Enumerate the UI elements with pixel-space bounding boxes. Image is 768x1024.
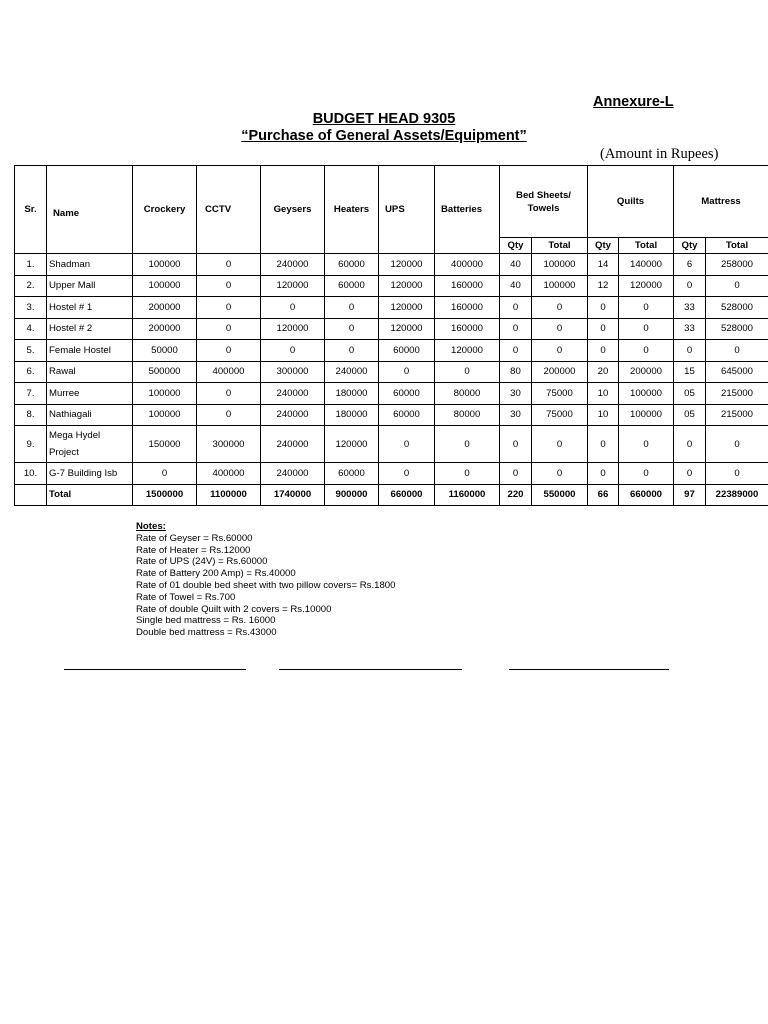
cell-bedsheets-qty: 30 [500, 383, 532, 405]
cell-mattress-total: 0 [706, 275, 768, 297]
cell-crockery: 100000 [133, 404, 197, 426]
cell-quilts-total: 200000 [619, 361, 674, 383]
cell-heaters: 60000 [325, 275, 379, 297]
cell-sr [15, 484, 47, 505]
table-row [15, 383, 768, 405]
cell-bedsheets-total: 75000 [532, 383, 588, 405]
table-row [15, 318, 768, 340]
cell-crockery: 200000 [133, 318, 197, 340]
cell-geysers: 240000 [261, 463, 325, 485]
cell-mattress-total: 0 [706, 340, 768, 362]
cell-mattress-qty: 15 [674, 361, 706, 383]
note-item: Rate of double Quilt with 2 covers = Rs.10000 [136, 603, 332, 615]
header-geysers: Geysers [261, 166, 325, 254]
cell-bedsheets-total: 0 [532, 297, 588, 319]
cell-quilts-qty: 10 [588, 404, 619, 426]
cell-mattress-total: 22389000 [706, 484, 768, 505]
budget-table [14, 165, 768, 506]
cell-mattress-total: 258000 [706, 254, 768, 276]
cell-mattress-qty: 0 [674, 275, 706, 297]
cell-cctv: 1100000 [197, 484, 261, 505]
cell-heaters: 60000 [325, 254, 379, 276]
note-item: Double bed mattress = Rs.43000 [136, 627, 277, 639]
cell-bedsheets-qty: 0 [500, 297, 532, 319]
cell-geysers: 120000 [261, 318, 325, 340]
total-row [15, 484, 768, 505]
cell-bedsheets-qty: 80 [500, 361, 532, 383]
cell-bedsheets-total: 0 [532, 318, 588, 340]
cell-crockery: 200000 [133, 297, 197, 319]
note-item: Rate of Geyser = Rs.60000 [136, 532, 253, 544]
cell-mattress-qty: 0 [674, 426, 706, 463]
cell-quilts-qty: 10 [588, 383, 619, 405]
cell-sr: 1. [15, 254, 47, 276]
cell-bedsheets-qty: 40 [500, 275, 532, 297]
cell-bedsheets-total: 100000 [532, 275, 588, 297]
cell-geysers: 240000 [261, 254, 325, 276]
amount-unit-note: (Amount in Rupees) [600, 146, 719, 162]
header-quilts-total: Total [619, 238, 674, 254]
cell-quilts-qty: 14 [588, 254, 619, 276]
header-batteries: Batteries [435, 166, 500, 254]
cell-bedsheets-total: 0 [532, 463, 588, 485]
cell-ups: 120000 [379, 254, 435, 276]
cell-ups: 60000 [379, 404, 435, 426]
cell-heaters: 180000 [325, 383, 379, 405]
note-item: Rate of Towel = Rs.700 [136, 591, 236, 603]
cell-crockery: 150000 [133, 426, 197, 463]
cell-ups: 120000 [379, 275, 435, 297]
cell-mattress-total: 0 [706, 426, 768, 463]
table-row [15, 463, 768, 485]
cell-cctv: 0 [197, 404, 261, 426]
cell-sr: 6. [15, 361, 47, 383]
cell-heaters: 0 [325, 297, 379, 319]
cell-bedsheets-total: 200000 [532, 361, 588, 383]
cell-cctv: 0 [197, 297, 261, 319]
header-quilts-qty: Qty [588, 238, 619, 254]
cell-name: Murree [47, 383, 133, 405]
cell-quilts-total: 0 [619, 297, 674, 319]
cell-cctv: 0 [197, 254, 261, 276]
notes-section [136, 521, 395, 639]
cell-cctv: 0 [197, 318, 261, 340]
table-row [15, 297, 768, 319]
cell-name: Hostel # 1 [47, 297, 133, 319]
signature-line-1 [64, 669, 246, 670]
cell-mattress-qty: 6 [674, 254, 706, 276]
cell-batteries: 160000 [435, 275, 500, 297]
cell-bedsheets-total: 75000 [532, 404, 588, 426]
cell-sr: 4. [15, 318, 47, 340]
cell-heaters: 0 [325, 340, 379, 362]
cell-heaters: 60000 [325, 463, 379, 485]
annexure-label: Annexure-L [593, 94, 674, 110]
cell-cctv: 300000 [197, 426, 261, 463]
cell-ups: 60000 [379, 340, 435, 362]
cell-cctv: 0 [197, 275, 261, 297]
cell-crockery: 50000 [133, 340, 197, 362]
cell-name: Nathiagali [47, 404, 133, 426]
cell-name: Shadman [47, 254, 133, 276]
cell-sr: 5. [15, 340, 47, 362]
note-item: Rate of UPS (24V) = Rs.60000 [136, 556, 268, 568]
cell-bedsheets-qty: 220 [500, 484, 532, 505]
cell-ups: 120000 [379, 297, 435, 319]
cell-geysers: 0 [261, 340, 325, 362]
cell-geysers: 120000 [261, 275, 325, 297]
cell-mattress-qty: 0 [674, 340, 706, 362]
cell-ups: 0 [379, 361, 435, 383]
cell-sr: 10. [15, 463, 47, 485]
cell-name: Mega Hydel Project [47, 426, 133, 463]
table-row [15, 275, 768, 297]
cell-cctv: 0 [197, 383, 261, 405]
cell-mattress-total: 215000 [706, 404, 768, 426]
cell-mattress-qty: 33 [674, 297, 706, 319]
cell-quilts-total: 0 [619, 426, 674, 463]
cell-ups: 0 [379, 426, 435, 463]
table-row [15, 254, 768, 276]
signature-line-3 [509, 669, 669, 670]
cell-mattress-total: 645000 [706, 361, 768, 383]
note-item: Rate of 01 double bed sheet with two pillow covers= Rs.1800 [136, 579, 396, 591]
cell-total-label: Total [47, 484, 133, 505]
cell-ups: 60000 [379, 383, 435, 405]
cell-sr: 8. [15, 404, 47, 426]
header-mattress: Mattress [674, 166, 768, 238]
cell-sr: 3. [15, 297, 47, 319]
table-row [15, 404, 768, 426]
header-quilts: Quilts [588, 166, 674, 238]
header-mattress-total: Total [706, 238, 768, 254]
cell-quilts-total: 100000 [619, 383, 674, 405]
cell-geysers: 240000 [261, 383, 325, 405]
cell-name: Female Hostel [47, 340, 133, 362]
cell-quilts-qty: 0 [588, 463, 619, 485]
cell-mattress-qty: 33 [674, 318, 706, 340]
cell-quilts-total: 120000 [619, 275, 674, 297]
table-row [15, 361, 768, 383]
cell-sr: 2. [15, 275, 47, 297]
cell-quilts-total: 660000 [619, 484, 674, 505]
cell-sr: 9. [15, 426, 47, 463]
cell-sr: 7. [15, 383, 47, 405]
cell-batteries: 120000 [435, 340, 500, 362]
cell-batteries: 80000 [435, 404, 500, 426]
cell-name: Upper Mall [47, 275, 133, 297]
cell-cctv: 0 [197, 340, 261, 362]
cell-mattress-total: 528000 [706, 318, 768, 340]
cell-crockery: 500000 [133, 361, 197, 383]
cell-bedsheets-qty: 0 [500, 318, 532, 340]
cell-crockery: 100000 [133, 254, 197, 276]
cell-heaters: 240000 [325, 361, 379, 383]
header-bedsheets-qty: Qty [500, 238, 532, 254]
cell-quilts-total: 0 [619, 340, 674, 362]
cell-crockery: 0 [133, 463, 197, 485]
cell-quilts-qty: 12 [588, 275, 619, 297]
cell-bedsheets-qty: 30 [500, 404, 532, 426]
cell-batteries: 0 [435, 463, 500, 485]
cell-quilts-total: 0 [619, 463, 674, 485]
cell-ups: 660000 [379, 484, 435, 505]
cell-batteries: 400000 [435, 254, 500, 276]
cell-bedsheets-total: 0 [532, 426, 588, 463]
cell-mattress-qty: 97 [674, 484, 706, 505]
note-item: Single bed mattress = Rs. 16000 [136, 615, 276, 627]
cell-geysers: 300000 [261, 361, 325, 383]
cell-batteries: 0 [435, 426, 500, 463]
cell-crockery: 100000 [133, 275, 197, 297]
cell-crockery: 1500000 [133, 484, 197, 505]
cell-geysers: 0 [261, 297, 325, 319]
signature-line-2 [279, 669, 462, 670]
header-crockery: Crockery [133, 166, 197, 254]
cell-quilts-qty: 0 [588, 340, 619, 362]
cell-quilts-total: 140000 [619, 254, 674, 276]
header-bedsheets-total: Total [532, 238, 588, 254]
cell-geysers: 240000 [261, 404, 325, 426]
header-name: Name [47, 166, 133, 254]
notes-heading: Notes: [136, 521, 166, 532]
header-bed-sheets-towels: Bed Sheets/ Towels [500, 166, 588, 238]
cell-batteries: 160000 [435, 297, 500, 319]
cell-quilts-total: 0 [619, 318, 674, 340]
note-item: Rate of Battery 200 Amp) = Rs.40000 [136, 568, 296, 580]
header-heaters: Heaters [325, 166, 379, 254]
cell-bedsheets-total: 100000 [532, 254, 588, 276]
cell-heaters: 0 [325, 318, 379, 340]
table-row [15, 340, 768, 362]
cell-mattress-qty: 05 [674, 383, 706, 405]
cell-mattress-total: 0 [706, 463, 768, 485]
cell-bedsheets-qty: 40 [500, 254, 532, 276]
cell-name: Hostel # 2 [47, 318, 133, 340]
header-cctv: CCTV [197, 166, 261, 254]
cell-bedsheets-qty: 0 [500, 426, 532, 463]
header-mattress-qty: Qty [674, 238, 706, 254]
cell-geysers: 1740000 [261, 484, 325, 505]
cell-name: G-7 Building Isb [47, 463, 133, 485]
cell-ups: 0 [379, 463, 435, 485]
table-row [15, 426, 768, 463]
cell-quilts-total: 100000 [619, 404, 674, 426]
header-ups: UPS [379, 166, 435, 254]
cell-batteries: 1160000 [435, 484, 500, 505]
cell-geysers: 240000 [261, 426, 325, 463]
cell-quilts-qty: 0 [588, 297, 619, 319]
cell-bedsheets-qty: 0 [500, 463, 532, 485]
cell-mattress-total: 528000 [706, 297, 768, 319]
cell-quilts-qty: 66 [588, 484, 619, 505]
cell-mattress-total: 215000 [706, 383, 768, 405]
cell-name: Rawal [47, 361, 133, 383]
cell-bedsheets-qty: 0 [500, 340, 532, 362]
cell-quilts-qty: 20 [588, 361, 619, 383]
page-title: BUDGET HEAD 9305 [312, 111, 456, 127]
page-subtitle: “Purchase of General Assets/Equipment” [241, 128, 527, 144]
cell-batteries: 160000 [435, 318, 500, 340]
note-item: Rate of Heater = Rs.12000 [136, 544, 251, 556]
cell-quilts-qty: 0 [588, 318, 619, 340]
cell-ups: 120000 [379, 318, 435, 340]
cell-bedsheets-total: 0 [532, 340, 588, 362]
cell-cctv: 400000 [197, 463, 261, 485]
cell-crockery: 100000 [133, 383, 197, 405]
cell-heaters: 120000 [325, 426, 379, 463]
header-sr: Sr. [15, 166, 47, 254]
cell-heaters: 180000 [325, 404, 379, 426]
cell-batteries: 80000 [435, 383, 500, 405]
cell-batteries: 0 [435, 361, 500, 383]
cell-bedsheets-total: 550000 [532, 484, 588, 505]
cell-quilts-qty: 0 [588, 426, 619, 463]
cell-cctv: 400000 [197, 361, 261, 383]
cell-mattress-qty: 0 [674, 463, 706, 485]
cell-heaters: 900000 [325, 484, 379, 505]
cell-mattress-qty: 05 [674, 404, 706, 426]
